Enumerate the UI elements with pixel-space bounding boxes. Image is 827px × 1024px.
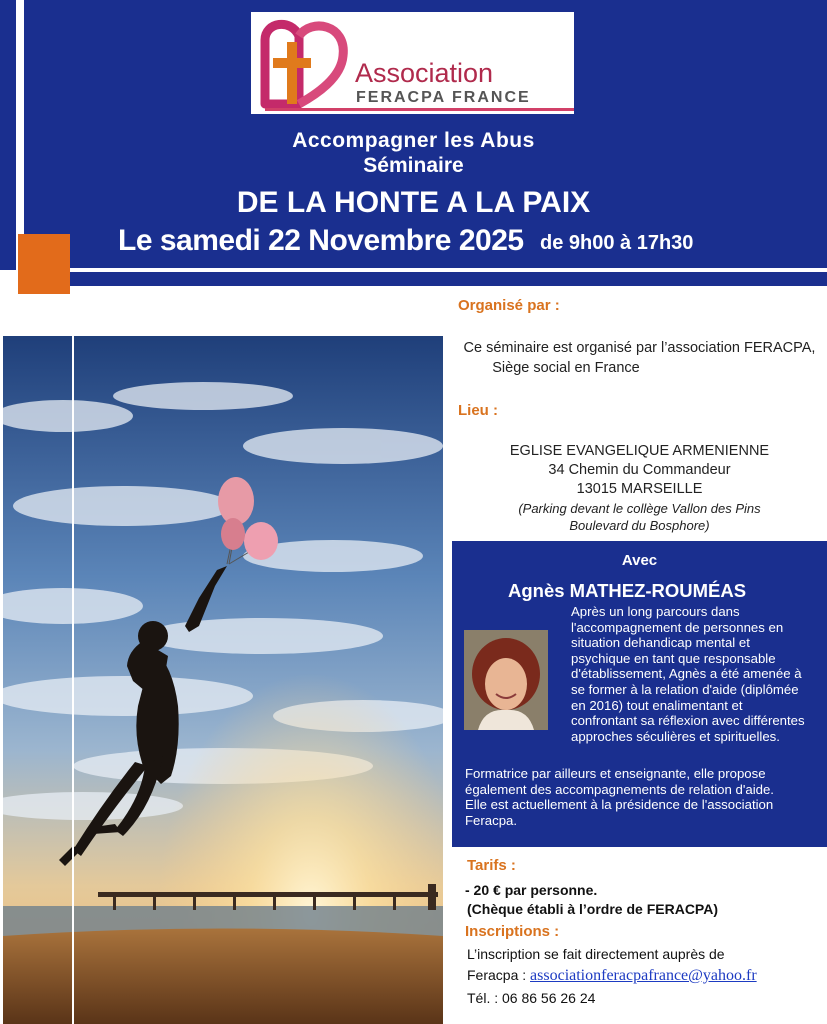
bio-line: l'accompagnement de personnes en [571,619,784,635]
header-bottom-strip [24,272,827,286]
bio-line: approches séculières et spirituelles. [571,728,780,744]
bio-line: situation dehandicap mental et [571,635,750,651]
lieu-line-4: (Parking devant le collège Vallon des Pins [518,501,761,516]
header-subtitle-1: Accompagner les Abus [292,129,535,152]
bio-line: se former à la relation d'aide (diplômée [571,681,799,697]
bio-line: en 2016) tout enalimentant et [571,697,743,713]
inscription-email-row [467,967,757,985]
orange-accent-square [18,234,70,294]
bio-line: d'établissement, Agnès a été amenée à [571,666,802,682]
speaker-portrait [464,630,548,730]
inscription-line: L’inscription se fait directement auprès de [467,946,725,962]
balloon-jump-image [3,336,443,1024]
logo-feracpa-word: FERACPA FRANCE [356,89,531,106]
event-date: Le samedi 22 Novembre 2025 [118,224,524,257]
inscriptions-label: Inscriptions : [465,923,560,940]
email-prefix: Feracpa : [467,967,531,983]
organise-line-1: Ce séminaire est organisé par l’association FERACPA, [463,340,816,356]
lieu-label: Lieu : [458,402,498,419]
hero-photo [3,336,443,1024]
bio-line: confrontant sa réflexion avec différentes [571,713,805,729]
logo-underline [265,108,574,111]
bio2-line: également des accompagnements de relation d'aide. [465,781,774,797]
speaker-name: Agnès MATHEZ-ROUMÉAS [508,580,747,601]
organise-label: Organisé par : [458,297,560,314]
organise-line-2: Siège social en France [492,360,640,376]
bio2-line: Elle est actuellement à la présidence de l'association [465,797,774,813]
avec-label: Avec [621,552,658,569]
logo-association-word: Association [355,58,494,88]
lieu-line-2: 34 Chemin du Commandeur [548,462,731,478]
tarif-price: - 20 € par personne. [465,882,598,898]
phone-number: Tél. : 06 86 56 26 24 [467,990,596,1006]
speaker-bio2-block [465,766,825,828]
tarif-cheque: (Chèque établi à l’ordre de FERACPA) [467,901,718,917]
header-subtitle-2: Séminaire [363,154,464,177]
bio-line: psychique en tant que responsable [571,650,776,666]
tarifs-label: Tarifs : [467,857,516,874]
email-link[interactable]: associationferacpafrance@yahoo.fr [530,967,757,984]
bio-line: Après un long parcours dans [571,604,740,619]
lieu-line-3: 13015 MARSEILLE [576,481,703,497]
bio2-line: Feracpa. [465,812,518,828]
photo-divider-line [72,336,74,1024]
event-time: de 9h00 à 17h30 [540,232,694,254]
lieu-line-5: Boulevard du Bosphore) [569,518,710,533]
speaker-bio-block [571,604,827,744]
heart-cross-icon [251,12,361,114]
page-title: DE LA HONTE A LA PAIX [236,186,591,219]
bio2-line: Formatrice par ailleurs et enseignante, elle propose [465,766,766,781]
lieu-line-1: EGLISE EVANGELIQUE ARMENIENNE [509,443,770,459]
portrait-image [464,630,548,730]
